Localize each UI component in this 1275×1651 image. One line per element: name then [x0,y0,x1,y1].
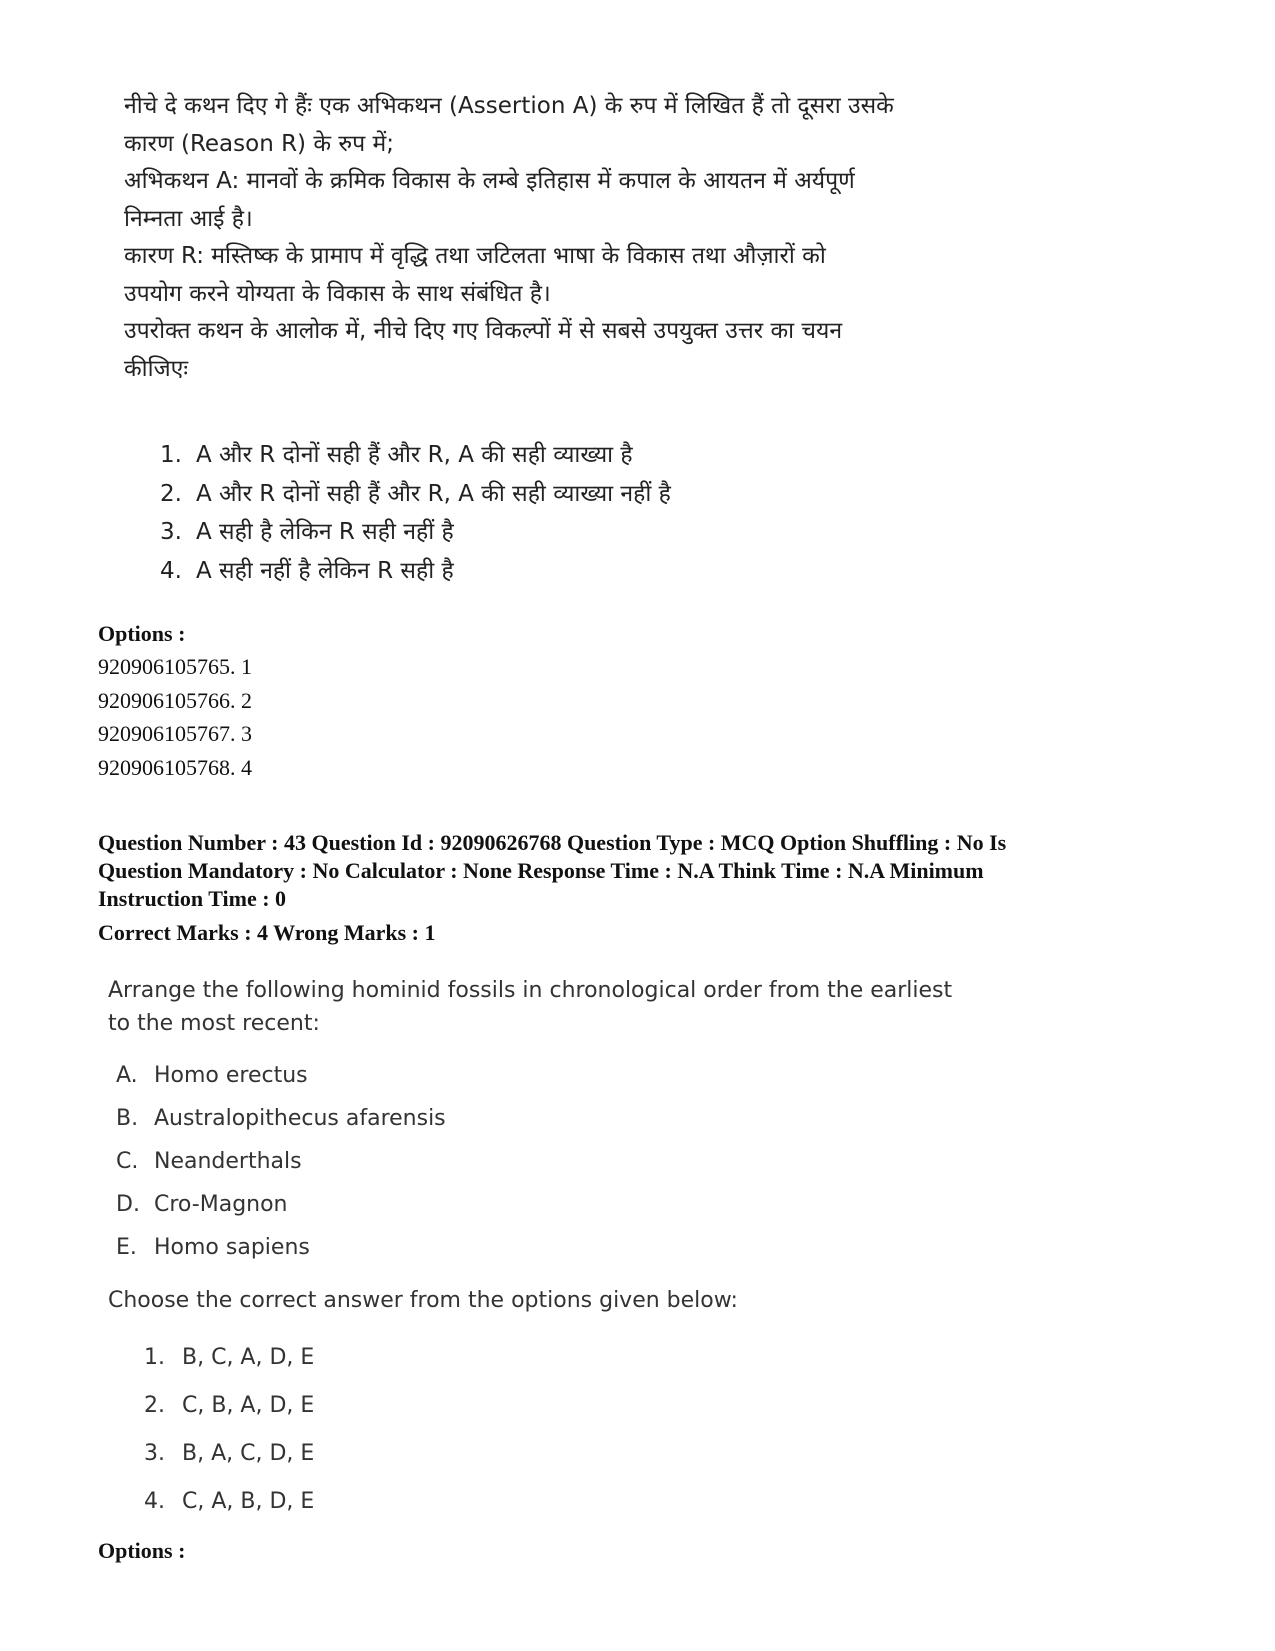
item-letter: A. [116,1063,138,1088]
choice-number: 3. [144,1441,165,1466]
fossil-item [116,1226,446,1269]
q42-choice-list [160,436,671,590]
q43-statement [108,974,1008,1040]
q42-statement-line: निम्नता आई है। [124,205,253,232]
fossil-item [116,1054,446,1097]
choice-text: A सही है लेकिन R सही नहीं है [196,519,454,545]
choice-number: 3. [160,519,182,545]
choice-text: A और R दोनों सही हैं और R, A की सही व्याख्या है [196,442,633,468]
q43-intro-line: Arrange the following hominid fossils in chronological order from the earliest [108,978,953,1003]
item-letter: E. [116,1235,137,1260]
choice-number: 4. [160,557,182,584]
q43-choice-list [144,1334,314,1526]
q42-statement-line: नीचे दे कथन दिए गे हैंः एक अभिकथन (Assertion A) के रुप में लिखित हैं तो दूसरा उसके [124,93,894,119]
q42-choice [160,552,671,591]
item-letter: C. [116,1149,139,1174]
q42-statement-line: उपरोक्त कथन के आलोक में, नीचे दिए गए विकल्पों में से सबसे उपयुक्त उत्तर का चयन [124,318,843,344]
choice-text: A सही नहीं है लेकिन R सही है [196,557,454,584]
item-text: Neanderthals [154,1149,302,1174]
q43-intro-line: to the most recent: [108,1011,320,1036]
q42-statement-line: अभिकथन A: मानवों के क्रमिक विकास के लम्बे इतिहास में कपाल के आयतन में अर्यपूर्ण [124,168,855,194]
item-text: Cro-Magnon [154,1192,288,1217]
item-text: Australopithecus afarensis [154,1106,446,1131]
q43-metadata [98,829,1178,913]
options-heading: Options : [98,621,186,646]
choice-text: C, B, A, D, E [182,1393,315,1418]
q43-meta-line: Instruction Time : 0 [98,886,287,911]
choose-instruction: Choose the correct answer from the options given below: [108,1288,738,1313]
q42-statement-line: कारण (Reason R) के रुप में; [124,130,394,157]
q43-marks: Correct Marks : 4 Wrong Marks : 1 [98,920,436,945]
option-id-line: 920906105768. 4 [98,754,252,780]
q42-options [98,618,252,784]
q42-statement-line: उपयोग करने योग्यता के विकास के साथ संबंधित है। [124,280,551,307]
q43-meta-line: Question Number : 43 Question Id : 92090626768 Question Type : MCQ Option Shuffling : No Is [98,830,1007,855]
q43-choice [144,1382,314,1430]
item-text: Homo sapiens [154,1235,310,1260]
q43-meta-line: Question Mandatory : No Calculator : None Response Time : N.A Think Time : N.A Minimum [98,858,984,883]
q42-choice [160,436,671,475]
q43-options [98,1535,185,1567]
choice-number: 1. [144,1345,165,1370]
fossil-item [116,1183,446,1226]
options-heading: Options : [98,1538,186,1563]
choice-number: 2. [144,1393,165,1418]
q42-choice [160,475,671,514]
item-letter: D. [116,1192,140,1217]
choice-number: 2. [160,480,182,507]
q42-statement-line: कीजिएः [124,355,189,382]
choice-text: B, A, C, D, E [182,1441,315,1466]
q43-choice [144,1478,314,1526]
q42-statement-line: कारण R: मस्तिष्क के प्रामाप में वृद्धि तथा जटिलता भाषा के विकास तथा औज़ारों को [124,243,826,269]
q43-choice [144,1430,314,1478]
choice-number: 1. [160,442,182,468]
option-id-line: 920906105765. 1 [98,654,252,679]
choice-text: A और R दोनों सही हैं और R, A की सही व्याख्या नहीं है [196,480,671,507]
item-text: Homo erectus [154,1063,308,1088]
q42-statement [124,88,1024,388]
fossil-item [116,1097,446,1140]
choice-number: 4. [144,1489,165,1514]
option-id-line: 920906105766. 2 [98,687,252,713]
fossil-list [116,1054,446,1269]
q43-choice [144,1334,314,1382]
choice-text: B, C, A, D, E [182,1345,315,1370]
choice-text: C, A, B, D, E [182,1489,315,1514]
q42-choice [160,513,671,552]
option-id-line: 920906105767. 3 [98,721,252,746]
fossil-item [116,1140,446,1183]
item-letter: B. [116,1106,139,1131]
